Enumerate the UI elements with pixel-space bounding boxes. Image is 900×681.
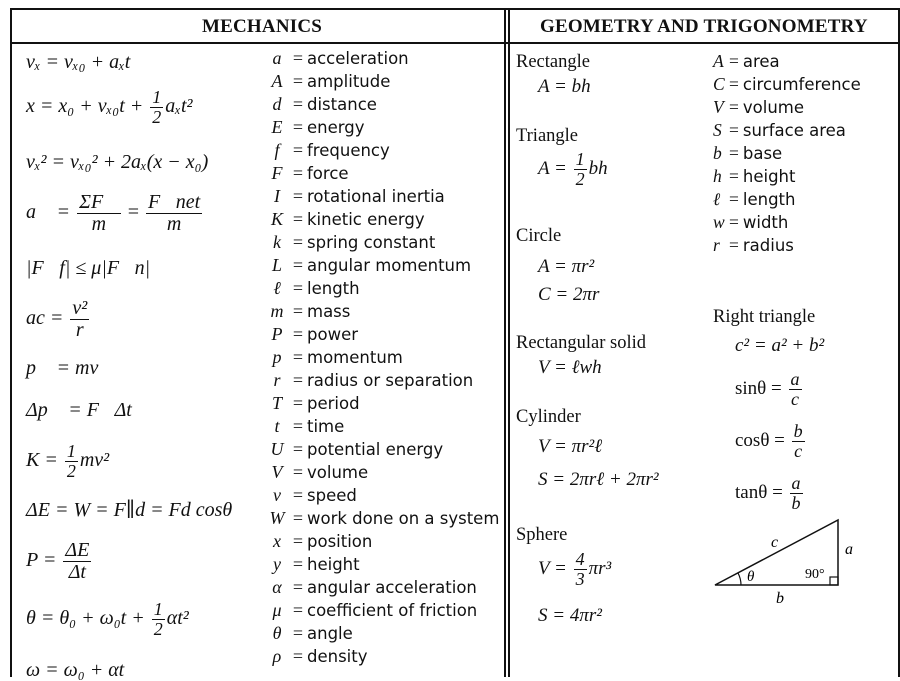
cylinder-volume: V = πr²ℓ (538, 436, 603, 457)
definition-text: mass (307, 302, 351, 321)
definition-text: frequency (307, 141, 390, 160)
geometry-definition-row (713, 119, 846, 142)
geometry-definition-text: width (742, 213, 789, 232)
definition-equals: = (292, 462, 304, 482)
sphere-frac: $\frac{4}{3}$ (575, 549, 585, 589)
definition-equals: = (292, 232, 304, 252)
geometry-definition-row (713, 165, 795, 188)
mechanics-definition-row (265, 116, 365, 139)
triangle-formula: A = $\frac{1}{2}$ bh (538, 149, 608, 189)
definition-symbol: x (273, 531, 281, 551)
triangle-label: Triangle (516, 126, 579, 146)
definition-equals: = (292, 278, 304, 298)
definition-equals: = (292, 577, 304, 597)
side-b-label: b (776, 590, 784, 607)
definition-symbol: α (272, 577, 282, 597)
mechanics-definition-row (265, 392, 360, 415)
definition-symbol: U (270, 439, 284, 459)
eq-centripetal-frac: $\frac{\text{v²}}{r}$ (72, 297, 88, 341)
definition-equals: = (292, 485, 304, 505)
geometry-definition-row (713, 188, 795, 211)
mechanics-definition-row (265, 645, 368, 668)
mechanics-definition-row (265, 415, 344, 438)
definition-text: work done on a system (307, 509, 500, 528)
definition-text: energy (307, 118, 365, 137)
mechanics-definition-row (265, 346, 403, 369)
eq-impulse: Δp⃗ = F⃗Δt (26, 399, 132, 421)
mechanics-definition-row (265, 438, 443, 461)
geometry-definition-text: volume (742, 98, 805, 117)
definition-symbol: k (273, 232, 281, 252)
definition-symbol: m (270, 301, 284, 321)
geometry-definition-row (713, 234, 794, 257)
geometry-definition-symbol: S (713, 120, 722, 140)
definition-text: distance (307, 95, 377, 114)
eq-position-right: aₓt² (165, 94, 193, 117)
definition-text: amplitude (307, 72, 391, 91)
mechanics-definition-row (265, 507, 499, 530)
definition-equals: = (292, 347, 304, 367)
rect-solid-formula: V = ℓwh (538, 357, 602, 378)
eq-kinetic-energy: K = $\frac{1}{2}$ mv² (26, 441, 110, 481)
definition-text: period (307, 394, 360, 413)
geometry-definition-text: circumference (742, 75, 861, 94)
eq-momentum: p⃗ = mv⃗ (26, 357, 114, 379)
eq-position (26, 88, 193, 127)
definition-equals: = (292, 531, 304, 551)
geometry-definition-symbol: ℓ (713, 189, 721, 209)
definition-equals: = (292, 186, 304, 206)
definition-symbol: f (274, 140, 280, 160)
definition-symbol: t (274, 416, 280, 436)
eq-angular-position: θ = θ₀ + ω₀t + $\frac{1}{2}$ αt² (26, 599, 189, 639)
right-triangle-label: Right triangle (713, 307, 816, 327)
definition-equals: = (292, 393, 304, 413)
definition-equals: = (292, 117, 304, 137)
rectangle-label: Rectangle (516, 52, 590, 72)
circle-circumference: C = 2πr (538, 284, 600, 305)
definition-text: acceleration (307, 49, 409, 68)
eq-newton-frac-net: $\frac{\text{F⃗net}}{m}$ (148, 191, 201, 235)
geometry-definition-symbol: V (713, 97, 724, 117)
definition-symbol: μ (272, 600, 282, 620)
mechanics-definition-row (265, 208, 425, 231)
definition-equals: = (292, 209, 304, 229)
rectangle-formula: A = bh (538, 76, 591, 97)
eq-power-frac: $\frac{\Delta E}{\Delta t}$ (65, 539, 90, 583)
definition-equals: = (292, 439, 304, 459)
mechanics-definition-row (265, 139, 390, 162)
left-border (10, 8, 12, 677)
tangent-frac: $\frac{a}{b}$ (791, 473, 801, 513)
definition-symbol: p (272, 347, 282, 367)
definition-symbol: V (271, 462, 283, 482)
definition-equals: = (292, 301, 304, 321)
eq-angular-velocity: ω = ω₀ + αt (26, 659, 125, 681)
definition-equals: = (292, 508, 304, 528)
eq-newton-second: a⃗ = $\frac{\Sigma F⃗}{m}$ = $\frac{\text{F⃗net}}{m}$ (26, 191, 201, 235)
definition-equals: = (292, 600, 304, 620)
definition-symbol: r (273, 370, 281, 390)
header-divider (10, 42, 900, 44)
mechanics-definition-row (265, 185, 445, 208)
geometry-definition-symbol: r (713, 235, 720, 255)
geometry-definition-equals: = (729, 143, 739, 163)
geometry-definition-equals: = (729, 74, 739, 94)
definition-text: spring constant (307, 233, 436, 252)
geometry-definition-equals: = (729, 51, 739, 71)
definition-text: radius or separation (307, 371, 474, 390)
definition-symbol: A (271, 71, 283, 91)
definition-text: kinetic energy (307, 210, 425, 229)
definition-symbol: T (271, 393, 282, 413)
geometry-definition-text: height (742, 167, 796, 186)
definition-text: height (307, 555, 360, 574)
rect-solid-label: Rectangular solid (516, 333, 646, 353)
mechanics-definition-row (265, 530, 372, 553)
mechanics-definition-row (265, 461, 368, 484)
right-angle-label: 90° (805, 567, 825, 582)
geometry-title: GEOMETRY AND TRIGONOMETRY (540, 16, 868, 37)
definition-symbol: E (271, 117, 283, 137)
geometry-definition-row (713, 73, 861, 96)
mechanics-definition-row (265, 553, 360, 576)
geometry-definition-equals: = (729, 212, 739, 232)
eq-position-left: x = x₀ + vₓ₀t + (26, 94, 144, 117)
definition-text: power (307, 325, 358, 344)
cylinder-label: Cylinder (516, 407, 581, 427)
mechanics-definition-row (265, 231, 435, 254)
column-divider-left (504, 8, 506, 677)
eq-angular-frac: $\frac{1}{2}$ (153, 599, 163, 639)
geometry-definition-text: length (742, 190, 796, 209)
cosine-frac: $\frac{b}{c}$ (793, 421, 803, 461)
geometry-definition-symbol: h (713, 166, 722, 186)
definition-equals: = (292, 94, 304, 114)
geometry-definition-equals: = (729, 166, 739, 186)
cosine-formula: cosθ = $\frac{b}{c}$ (735, 421, 803, 461)
geometry-definition-row (713, 142, 782, 165)
definition-symbol: I (274, 186, 280, 206)
angle-arc (738, 573, 741, 585)
right-angle-marker (830, 577, 838, 585)
mechanics-definition-row (265, 369, 473, 392)
mechanics-title: MECHANICS (202, 16, 323, 37)
definition-text: force (307, 164, 349, 183)
definition-equals: = (292, 623, 304, 643)
definition-symbol: W (269, 508, 285, 528)
geometry-definition-row (713, 50, 780, 73)
definition-text: length (307, 279, 360, 298)
eq-kinetic-frac: $\frac{1}{2}$ (66, 441, 76, 481)
mechanics-definition-row (265, 162, 349, 185)
definition-text: potential energy (307, 440, 444, 459)
theta-label: θ (747, 569, 755, 585)
definition-symbol: ρ (272, 646, 282, 666)
triangle-frac: $\frac{1}{2}$ (575, 149, 585, 189)
definition-text: angle (307, 624, 353, 643)
mechanics-definition-row (265, 70, 390, 93)
mechanics-definition-row (265, 277, 360, 300)
geometry-definition-symbol: A (713, 51, 724, 71)
right-triangle-diagram (705, 512, 865, 607)
circle-label: Circle (516, 226, 562, 246)
mechanics-definition-row (265, 47, 409, 70)
definition-equals: = (292, 554, 304, 574)
geometry-definition-symbol: w (713, 212, 725, 232)
right-border (898, 8, 900, 677)
geometry-definition-equals: = (729, 235, 739, 255)
definition-symbol: ℓ (273, 278, 281, 298)
definition-text: position (307, 532, 373, 551)
sine-frac: $\frac{a}{c}$ (790, 369, 800, 409)
eq-power: P = $\frac{\Delta E}{\Delta t}$ (26, 539, 90, 583)
column-divider-right (508, 8, 510, 677)
geometry-definition-symbol: b (713, 143, 722, 163)
geometry-definition-text: surface area (742, 121, 846, 140)
definition-text: time (307, 417, 345, 436)
geometry-definition-text: radius (742, 236, 794, 255)
sphere-volume: V = $\frac{4}{3}$ πr³ (538, 549, 612, 589)
eq-newton-frac-sum: $\frac{\Sigma F⃗}{m}$ (79, 191, 119, 235)
definition-equals: = (292, 416, 304, 436)
geometry-definition-equals: = (729, 120, 739, 140)
cylinder-surface: S = 2πrℓ + 2πr² (538, 469, 659, 490)
geometry-definition-row (713, 211, 788, 234)
mechanics-definition-row (265, 300, 350, 323)
top-border (10, 8, 900, 10)
definition-symbol: d (272, 94, 282, 114)
pythagorean-formula: c² = a² + b² (735, 335, 825, 356)
definition-symbol: K (270, 209, 283, 229)
definition-symbol: y (273, 554, 281, 574)
eq-work: ΔE = W = F∥d = Fd cosθ (26, 499, 233, 521)
geometry-definition-text: area (742, 52, 780, 71)
mechanics-definition-row (265, 599, 477, 622)
mechanics-definition-row (265, 484, 357, 507)
definition-equals: = (292, 255, 304, 275)
definition-symbol: a (272, 48, 282, 68)
mechanics-definition-row (265, 254, 471, 277)
mechanics-definition-row (265, 93, 377, 116)
definition-symbol: v (273, 485, 281, 505)
geometry-definition-equals: = (729, 189, 739, 209)
eq-centripetal: ac = $\frac{\text{v²}}{r}$ (26, 297, 88, 341)
sphere-surface: S = 4πr² (538, 605, 602, 626)
geometry-definition-row (713, 96, 804, 119)
geometry-definition-symbol: C (713, 74, 725, 94)
geometry-definition-equals: = (729, 97, 739, 117)
definition-equals: = (292, 370, 304, 390)
side-a-label: a (845, 541, 853, 558)
definition-equals: = (292, 71, 304, 91)
definition-text: rotational inertia (307, 187, 445, 206)
definition-equals: = (292, 163, 304, 183)
eq-velocity-squared: vₓ² = vₓ₀² + 2aₓ(x − x₀) (26, 151, 209, 173)
mechanics-definition-row (265, 323, 358, 346)
definition-text: coefficient of friction (307, 601, 478, 620)
definition-text: angular acceleration (307, 578, 477, 597)
tangent-formula: tanθ = $\frac{a}{b}$ (735, 473, 801, 513)
definition-equals: = (292, 140, 304, 160)
eq-friction: |F⃗f| ≤ μ|F⃗n| (26, 257, 151, 279)
mechanics-definition-row (265, 576, 477, 599)
mechanics-definition-row (265, 622, 353, 645)
definition-text: momentum (307, 348, 403, 367)
definition-equals: = (292, 324, 304, 344)
sphere-label: Sphere (516, 525, 568, 545)
circle-area: A = πr² (538, 256, 595, 277)
eq-position-frac: $\frac{1}{2}$ (152, 87, 162, 127)
definition-text: angular momentum (307, 256, 472, 275)
geometry-definition-text: base (742, 144, 783, 163)
definition-equals: = (292, 48, 304, 68)
definition-text: volume (307, 463, 369, 482)
definition-symbol: θ (272, 623, 282, 643)
eq-velocity: vₓ = vₓ₀ + aₓt (26, 51, 131, 73)
definition-equals: = (292, 646, 304, 666)
definition-symbol: P (271, 324, 283, 344)
sine-formula: sinθ = $\frac{a}{c}$ (735, 369, 800, 409)
definition-text: density (307, 647, 368, 666)
definition-symbol: F (271, 163, 283, 183)
definition-symbol: L (271, 255, 282, 275)
side-c-label: c (771, 534, 779, 551)
definition-text: speed (307, 486, 357, 505)
